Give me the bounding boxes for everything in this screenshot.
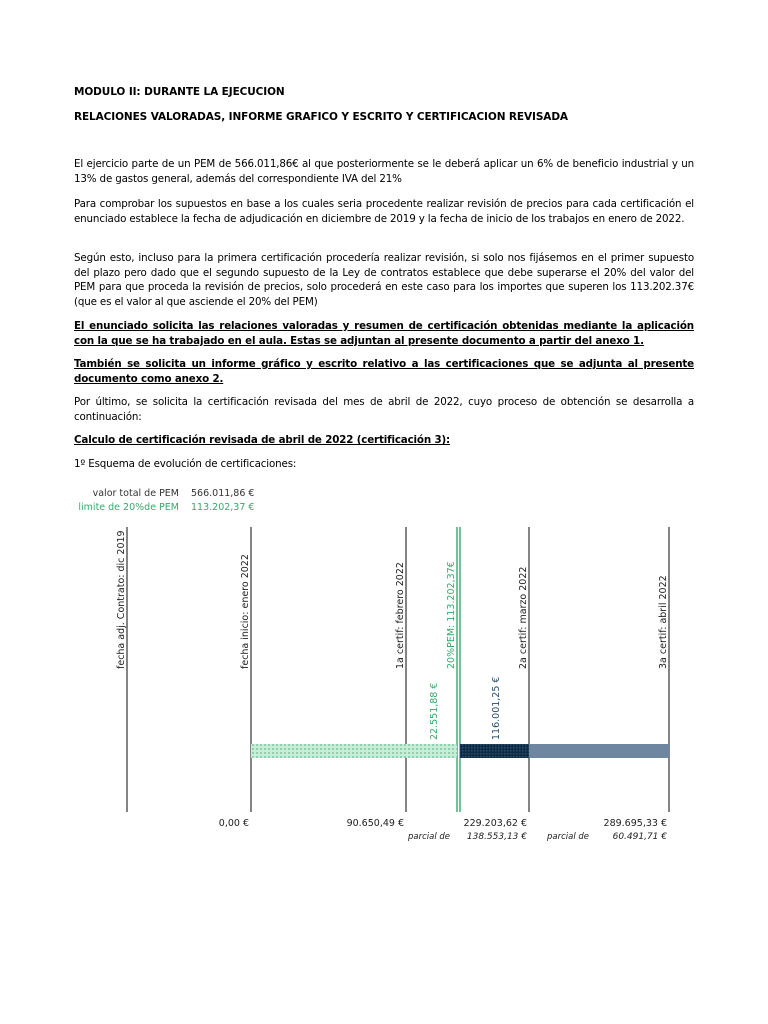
- partial-label-2: parcial de: [547, 832, 590, 842]
- paragraph-informe: También se solicita un informe gráfico y escrito relativo a las certificaciones que se adjunta al presente documento como anexo 2.: [74, 358, 694, 385]
- label-cert2: 2a certif: marzo 2022: [518, 566, 529, 669]
- paragraph-ultimo: Por último, se solicita la certificación revisada del mes de abril de 2022, cuyo proceso de obtención se desarrolla a continuación:: [74, 396, 694, 423]
- label-amount-116001: 116.001,25 €: [491, 676, 502, 740]
- legend-limit-label: limite de 20%de PEM: [78, 502, 179, 513]
- value-0: 0,00 €: [218, 818, 249, 829]
- label-fecha-adjudicacion: fecha adj. Contrato: dic 2019: [116, 530, 127, 669]
- module-heading: MODULO II: DURANTE LA EJECUCION: [74, 86, 285, 98]
- partial-value-1: 138.553,13 €: [466, 832, 527, 842]
- legend-total-value: 566.011,86 €: [191, 488, 255, 499]
- partial-value-2: 60.491,71 €: [612, 832, 667, 842]
- partial-label-1: parcial de: [408, 832, 451, 842]
- paragraph-revision: Según esto, incluso para la primera certificación procedería realizar revisión, si solo nos fijásemos en el primer supuesto del plazo pero dado que el segundo supuesto de la Ley de contratos establece que debe superarse el 20% del valor del PEM para que proceda la revisión de precios, solo procederá en este caso para los importes que superen los 113.202.37€ (que es el valor al que asciende el 20% del PEM): [74, 252, 694, 308]
- label-fecha-inicio: fecha inicio: enero 2022: [240, 554, 251, 669]
- legend-total-label: valor total de PEM: [92, 488, 179, 499]
- bar-segment-cert3: [529, 744, 669, 758]
- value-229203: 229.203,62 €: [463, 818, 527, 829]
- bar-segment-until-20pct: [251, 744, 457, 758]
- value-90650: 90.650,49 €: [346, 818, 404, 829]
- bar-segment-cert2: [460, 744, 529, 758]
- label-amount-22551: 22.551,88 €: [429, 682, 440, 740]
- paragraph-pem: El ejercicio parte de un PEM de 566.011,86€ al que posteriormente se le deberá aplicar un 6% de beneficio industrial y un 13% de gastos general, además del correspondiente IVA del 21%: [74, 158, 694, 185]
- paragraph-supuestos: Para comprobar los supuestos en base a los cuales seria procedente realizar revisión de precios para cada certificación el enunciado establece la fecha de adjudicación en diciembre de 2019 y la fecha de inicio de los trabajos en enero de 2022.: [74, 198, 694, 225]
- label-cert3: 3a certif: abril 2022: [658, 575, 669, 669]
- legend-limit-value: 113.202,37 €: [191, 502, 255, 513]
- paragraph-relaciones: El enunciado solicita las relaciones valoradas y resumen de certificación obtenidas mediante la aplicación con la que se ha trabajado en el aula. Estas se adjuntan al presente documento a partir del anexo 1.: [74, 320, 694, 347]
- value-289695: 289.695,33 €: [603, 818, 667, 829]
- label-cert1: 1a certif: febrero 2022: [395, 562, 406, 669]
- section-subtitle: RELACIONES VALORADAS, INFORME GRAFICO Y ESCRITO Y CERTIFICACION REVISADA: [74, 111, 568, 123]
- label-pem20: 20%PEM: 113.202,37€: [446, 561, 457, 669]
- paragraph-esquema: 1º Esquema de evolución de certificaciones:: [74, 458, 297, 470]
- section-calculo-heading: Calculo de certificación revisada de abril de 2022 (certificación 3):: [74, 434, 450, 446]
